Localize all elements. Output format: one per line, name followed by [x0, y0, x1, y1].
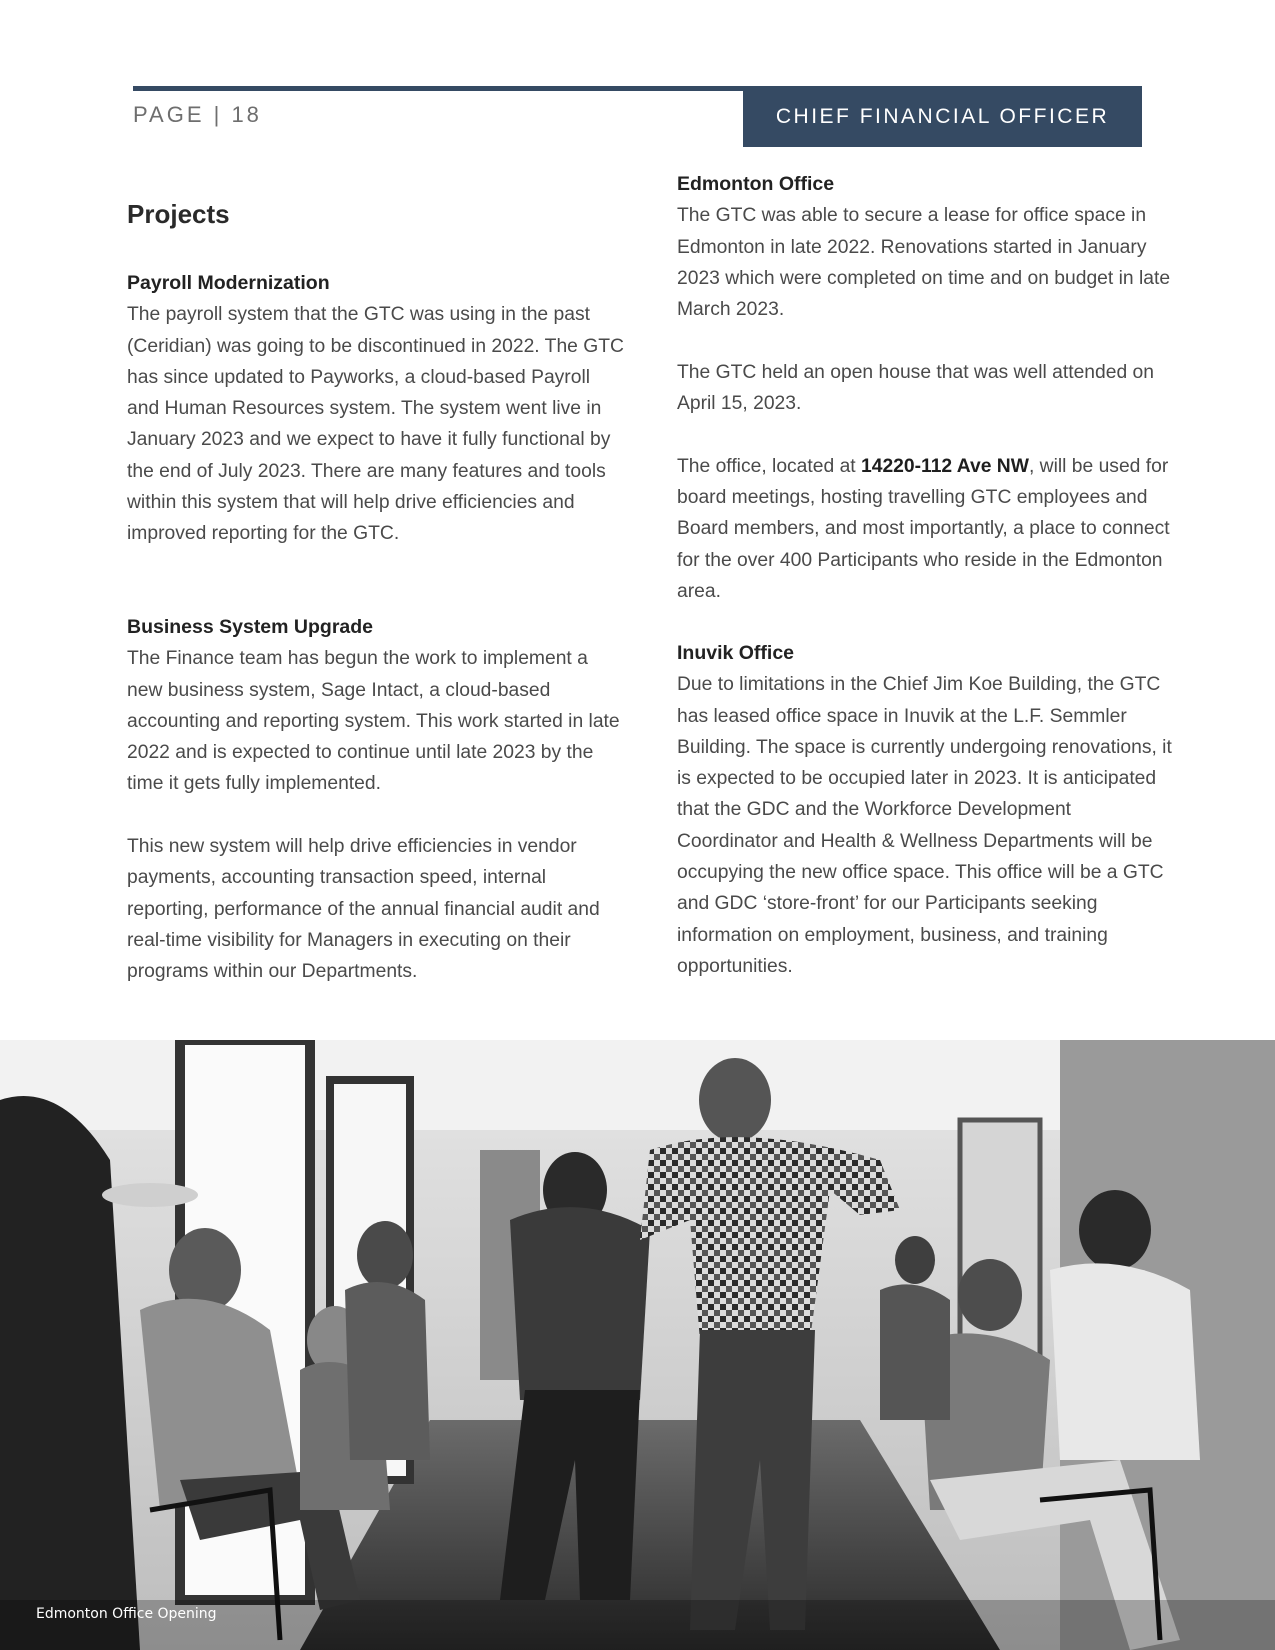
office-address: 14220-112 Ave NW	[861, 455, 1029, 477]
inuvik-office-title: Inuvik Office	[677, 642, 795, 664]
body-text: , will be used for board meetings, hosting travelling GTC employees and Board members, and most importantly, a place to connect for the over 400 Participants who reside in the Edmonton area.	[677, 455, 1170, 602]
business-system-section	[127, 612, 627, 988]
photo-caption: Edmonton Office Opening	[36, 1606, 217, 1622]
body-text: The office, located at	[677, 455, 862, 477]
edmonton-office-title: Edmonton Office	[677, 173, 835, 195]
edmonton-office-body-2: The GTC held an open house that was well attended on April 15, 2023.	[677, 361, 1154, 415]
payroll-title: Payroll Modernization	[127, 272, 330, 294]
photo-illustration	[0, 1040, 1275, 1650]
header-rule	[133, 86, 743, 91]
business-system-title: Business System Upgrade	[127, 616, 374, 638]
edmonton-office-section	[677, 169, 1175, 607]
business-system-body-1: The Finance team has begun the work to implement a new business system, Sage Intact, a cloud-based accounting and reporting system. This work started in late 2022 and is expected to continue until late 2023 by the time it gets fully implemented.	[127, 648, 620, 795]
section-title: CHIEF FINANCIAL OFFICER	[775, 104, 1110, 128]
projects-heading: Projects	[127, 199, 230, 229]
inuvik-office-section	[677, 638, 1175, 982]
payroll-body: The payroll system that the GTC was using in the past (Ceridian) was going to be discontinued in 2022. The GTC has since updated to Payworks, a cloud-based Payroll and Human Resources system. The system went live in January 2023 and we expect to have it fully functional by the end of July 2023. There are many features and tools within this system that will help drive efficiencies and improved reporting for the GTC.	[127, 304, 624, 545]
edmonton-office-body-3	[677, 451, 1175, 607]
section-title-banner	[743, 86, 1142, 147]
page-number: PAGE | 18	[133, 102, 262, 127]
edmonton-office-body-1: The GTC was able to secure a lease for office space in Edmonton in late 2022. Renovations started in January 2023 which were completed on time and on budget in late March 2023.	[677, 205, 1171, 321]
inuvik-office-body: Due to limitations in the Chief Jim Koe Building, the GTC has leased office space in Inuvik at the L.F. Semmler Building. The space is currently undergoing renovations, it is expected to be occupied later in 2023. It is anticipated that the GDC and the Workforce Development Coordinator and Health & Wellness Departments will be occupying the new office space. This office will be a GTC and GDC ‘store-front’ for our Participants seeking information on employment, business, and training opportunities.	[677, 674, 1172, 977]
payroll-section	[127, 268, 627, 550]
business-system-body-2: This new system will help drive efficiencies in vendor payments, accounting transaction speed, internal reporting, performance of the annual financial audit and real-time visibility for Managers in executing on their programs within our Departments.	[127, 836, 600, 983]
edmonton-office-opening-photo	[0, 1040, 1275, 1650]
